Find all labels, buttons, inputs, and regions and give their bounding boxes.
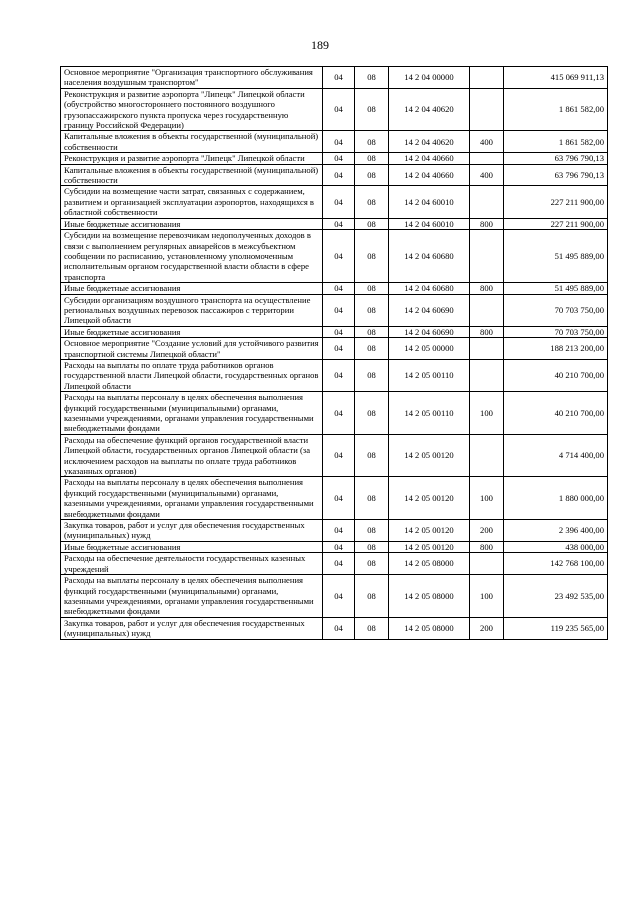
- table-row: [61, 67, 608, 89]
- row-target-code: 14 2 04 00000: [389, 67, 470, 89]
- row-subsection: 08: [355, 218, 389, 229]
- row-amount: 51 495 889,00: [504, 230, 608, 283]
- row-target-code: 14 2 05 00000: [389, 338, 470, 360]
- row-amount: 142 768 100,00: [504, 553, 608, 575]
- table-row: [61, 131, 608, 153]
- row-subsection: 08: [355, 131, 389, 153]
- row-target-code: 14 2 05 00120: [389, 520, 470, 542]
- table-row: [61, 294, 608, 326]
- row-subsection: 08: [355, 67, 389, 89]
- row-expense-type: 100: [470, 477, 504, 520]
- row-section: 04: [323, 575, 355, 618]
- row-target-code: 14 2 05 08000: [389, 575, 470, 618]
- row-section: 04: [323, 617, 355, 639]
- table-row: [61, 392, 608, 435]
- table-row: [61, 617, 608, 639]
- row-expense-type: 800: [470, 326, 504, 337]
- row-subsection: 08: [355, 326, 389, 337]
- table-row: [61, 326, 608, 337]
- row-target-code: 14 2 05 08000: [389, 617, 470, 639]
- row-subsection: 08: [355, 283, 389, 294]
- row-section: 04: [323, 338, 355, 360]
- row-section: 04: [323, 186, 355, 218]
- row-name: Расходы на обеспечение деятельности государственных казенных учреждений: [61, 553, 323, 575]
- row-expense-type: [470, 67, 504, 89]
- row-expense-type: [470, 88, 504, 131]
- row-name: Иные бюджетные ассигнования: [61, 218, 323, 229]
- row-section: 04: [323, 553, 355, 575]
- row-section: 04: [323, 164, 355, 186]
- row-section: 04: [323, 283, 355, 294]
- row-name: Субсидии на возмещение перевозчикам недополученных доходов в связи с выполнением регулярных авиарейсов в межсубъектном сообщении по расписанию, установленному уполномоченным исполнительным органом государственной власти области в сфере транспорта: [61, 230, 323, 283]
- row-name: Иные бюджетные ассигнования: [61, 541, 323, 552]
- row-amount: 63 796 790,13: [504, 153, 608, 164]
- row-target-code: 14 2 04 40620: [389, 88, 470, 131]
- row-section: 04: [323, 392, 355, 435]
- table-row: [61, 186, 608, 218]
- row-target-code: 14 2 05 00120: [389, 541, 470, 552]
- row-expense-type: 400: [470, 164, 504, 186]
- row-section: 04: [323, 359, 355, 391]
- row-name: Расходы на выплаты персоналу в целях обеспечения выполнения функций государственными (муниципальными) органами, казенными учреждениями, органами управления государственными внебюджетными фондами: [61, 392, 323, 435]
- row-subsection: 08: [355, 164, 389, 186]
- row-name: Субсидии организациям воздушного транспорта на осуществление региональных воздушных перевозок пассажиров с территории Липецкой области: [61, 294, 323, 326]
- row-amount: 70 703 750,00: [504, 326, 608, 337]
- row-name: Основное мероприятие "Организация транспортного обслуживания населения воздушным транспортом": [61, 67, 323, 89]
- row-section: 04: [323, 520, 355, 542]
- table-row: [61, 359, 608, 391]
- row-target-code: 14 2 04 40660: [389, 153, 470, 164]
- row-amount: 119 235 565,00: [504, 617, 608, 639]
- row-amount: 1 861 582,00: [504, 131, 608, 153]
- table-row: [61, 338, 608, 360]
- table-row: [61, 283, 608, 294]
- row-expense-type: 800: [470, 541, 504, 552]
- row-subsection: 08: [355, 553, 389, 575]
- row-amount: 1 880 000,00: [504, 477, 608, 520]
- row-amount: 4 714 400,00: [504, 434, 608, 477]
- row-target-code: 14 2 04 40620: [389, 131, 470, 153]
- row-subsection: 08: [355, 617, 389, 639]
- row-amount: 40 210 700,00: [504, 359, 608, 391]
- row-subsection: 08: [355, 88, 389, 131]
- row-section: 04: [323, 153, 355, 164]
- page-number: 189: [311, 38, 329, 52]
- row-section: 04: [323, 88, 355, 131]
- row-subsection: 08: [355, 541, 389, 552]
- row-target-code: 14 2 04 60680: [389, 230, 470, 283]
- row-target-code: 14 2 05 00120: [389, 477, 470, 520]
- table-row: [61, 164, 608, 186]
- row-section: 04: [323, 131, 355, 153]
- table-row: [61, 541, 608, 552]
- row-subsection: 08: [355, 477, 389, 520]
- row-name: Иные бюджетные ассигнования: [61, 326, 323, 337]
- row-target-code: 14 2 04 60010: [389, 186, 470, 218]
- row-expense-type: [470, 186, 504, 218]
- row-expense-type: [470, 153, 504, 164]
- row-expense-type: 800: [470, 218, 504, 229]
- row-section: 04: [323, 326, 355, 337]
- row-expense-type: 400: [470, 131, 504, 153]
- row-name: Закупка товаров, работ и услуг для обеспечения государственных (муниципальных) нужд: [61, 520, 323, 542]
- row-expense-type: [470, 434, 504, 477]
- row-amount: 2 396 400,00: [504, 520, 608, 542]
- row-name: Иные бюджетные ассигнования: [61, 283, 323, 294]
- row-amount: 415 069 911,13: [504, 67, 608, 89]
- row-subsection: 08: [355, 575, 389, 618]
- row-section: 04: [323, 230, 355, 283]
- row-amount: 1 861 582,00: [504, 88, 608, 131]
- row-subsection: 08: [355, 392, 389, 435]
- row-expense-type: [470, 230, 504, 283]
- table-row: [61, 218, 608, 229]
- row-target-code: 14 2 05 00120: [389, 434, 470, 477]
- row-amount: 40 210 700,00: [504, 392, 608, 435]
- row-amount: 70 703 750,00: [504, 294, 608, 326]
- row-section: 04: [323, 477, 355, 520]
- row-expense-type: 200: [470, 617, 504, 639]
- row-subsection: 08: [355, 186, 389, 218]
- row-amount: 227 211 900,00: [504, 218, 608, 229]
- row-name: Реконструкция и развитие аэропорта "Липецк" Липецкой области: [61, 153, 323, 164]
- row-amount: 51 495 889,00: [504, 283, 608, 294]
- row-subsection: 08: [355, 434, 389, 477]
- row-name: Расходы на выплаты персоналу в целях обеспечения выполнения функций государственными (муниципальными) органами, казенными учреждениями, органами управления государственными внебюджетными фондами: [61, 575, 323, 618]
- row-target-code: 14 2 04 60690: [389, 326, 470, 337]
- row-target-code: 14 2 04 60680: [389, 283, 470, 294]
- row-name: Расходы на выплаты персоналу в целях обеспечения выполнения функций государственными (муниципальными) органами, казенными учреждениями, органами управления государственными внебюджетными фондами: [61, 477, 323, 520]
- row-name: Капитальные вложения в объекты государственной (муниципальной) собственности: [61, 131, 323, 153]
- row-section: 04: [323, 67, 355, 89]
- row-subsection: 08: [355, 230, 389, 283]
- row-target-code: 14 2 05 00110: [389, 392, 470, 435]
- row-expense-type: [470, 338, 504, 360]
- row-name: Расходы на обеспечение функций органов государственной власти Липецкой области, государственных органов Липецкой области (за исключением расходов на выплаты по оплате труда работников указанных органов): [61, 434, 323, 477]
- row-amount: 23 492 535,00: [504, 575, 608, 618]
- table-row: [61, 553, 608, 575]
- row-subsection: 08: [355, 294, 389, 326]
- row-section: 04: [323, 294, 355, 326]
- row-amount: 63 796 790,13: [504, 164, 608, 186]
- row-expense-type: 200: [470, 520, 504, 542]
- row-name: Основное мероприятие "Создание условий для устойчивого развития транспортной системы Липецкой области": [61, 338, 323, 360]
- row-subsection: 08: [355, 520, 389, 542]
- table-row: [61, 153, 608, 164]
- row-amount: 438 000,00: [504, 541, 608, 552]
- row-expense-type: [470, 359, 504, 391]
- row-name: Реконструкция и развитие аэропорта "Липецк" Липецкой области (обустройство многостороннего постоянного воздушного грузопассажирского пункта пропуска через государственную границу Российской Федерации): [61, 88, 323, 131]
- row-name: Субсидии на возмещение части затрат, связанных с содержанием, развитием и организацией эксплуатации аэропортов, находящихся в областной собственности: [61, 186, 323, 218]
- row-expense-type: [470, 294, 504, 326]
- row-subsection: 08: [355, 338, 389, 360]
- row-amount: 188 213 200,00: [504, 338, 608, 360]
- row-target-code: 14 2 04 60690: [389, 294, 470, 326]
- row-expense-type: 100: [470, 575, 504, 618]
- table-row: [61, 575, 608, 618]
- row-target-code: 14 2 04 40660: [389, 164, 470, 186]
- row-target-code: 14 2 04 60010: [389, 218, 470, 229]
- row-name: Расходы на выплаты по оплате труда работников органов государственной власти Липецкой области, государственных органов Липецкой области: [61, 359, 323, 391]
- row-target-code: 14 2 05 00110: [389, 359, 470, 391]
- row-section: 04: [323, 434, 355, 477]
- row-subsection: 08: [355, 153, 389, 164]
- row-expense-type: 800: [470, 283, 504, 294]
- row-expense-type: 100: [470, 392, 504, 435]
- row-subsection: 08: [355, 359, 389, 391]
- row-name: Закупка товаров, работ и услуг для обеспечения государственных (муниципальных) нужд: [61, 617, 323, 639]
- table-row: [61, 434, 608, 477]
- row-name: Капитальные вложения в объекты государственной (муниципальной) собственности: [61, 164, 323, 186]
- table-row: [61, 520, 608, 542]
- row-section: 04: [323, 218, 355, 229]
- table-row: [61, 88, 608, 131]
- row-target-code: 14 2 05 08000: [389, 553, 470, 575]
- budget-table: [60, 66, 608, 640]
- table-row: [61, 230, 608, 283]
- row-section: 04: [323, 541, 355, 552]
- row-expense-type: [470, 553, 504, 575]
- row-amount: 227 211 900,00: [504, 186, 608, 218]
- table-row: [61, 477, 608, 520]
